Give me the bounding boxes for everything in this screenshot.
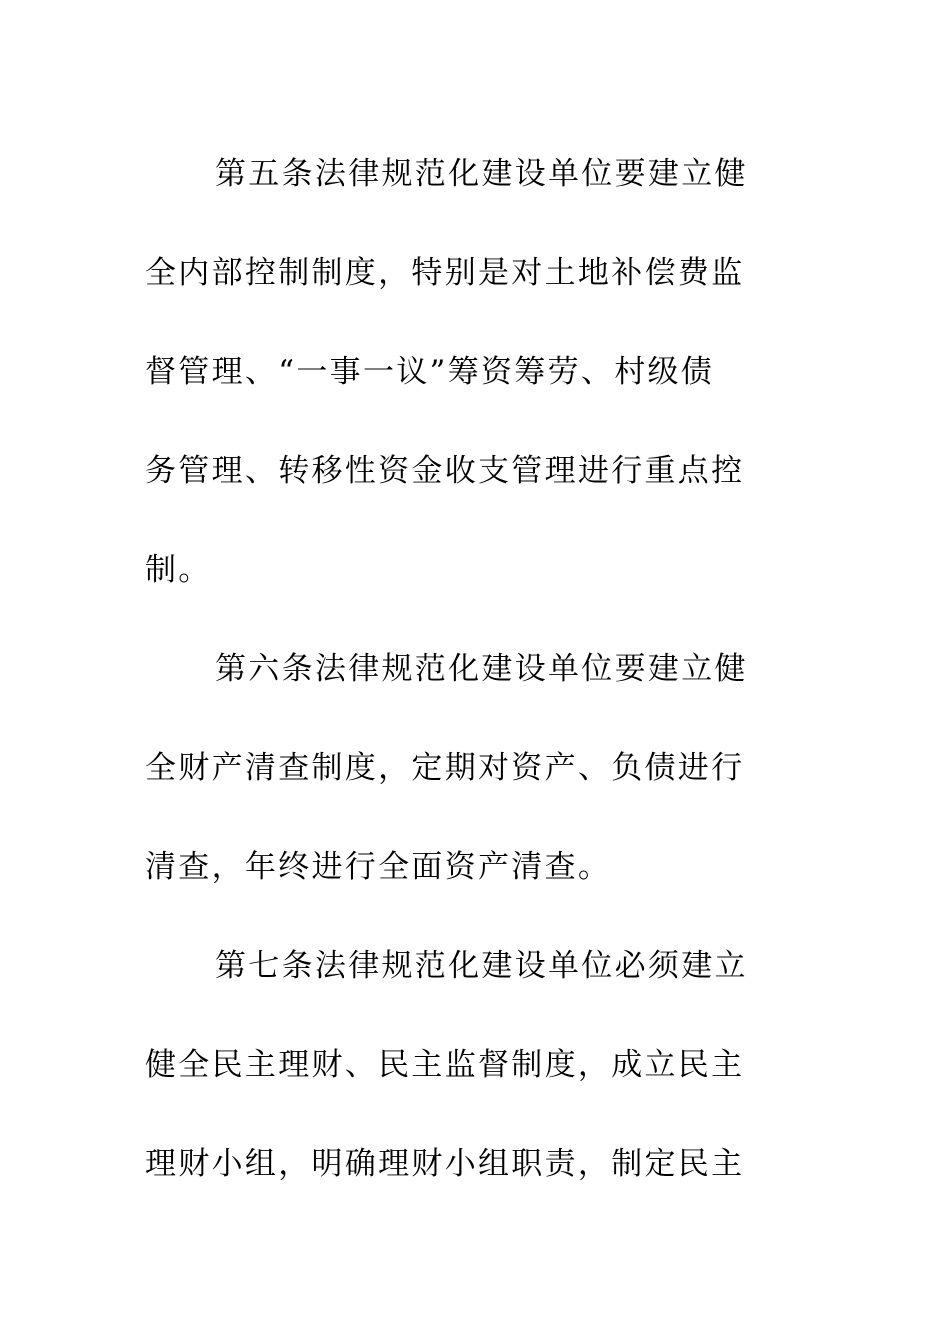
paragraph-article-6 — [145, 620, 780, 917]
paragraph-line: 健全民主理财、民主监督制度，成立民主 — [145, 1047, 745, 1083]
paragraph-line: 第五条法律规范化建设单位要建立健 — [215, 156, 748, 192]
paragraph-line: 督管理、“一事一议”筹资筹劳、村级债 — [145, 354, 715, 390]
paragraph-line: 理财小组，明确理财小组职责，制定民主 — [145, 1146, 745, 1182]
paragraph-line: 第六条法律规范化建设单位要建立健 — [215, 651, 748, 687]
paragraph-article-7 — [145, 917, 780, 1214]
paragraph-article-5 — [145, 125, 780, 620]
paragraph-line: 全内部控制制度，特别是对土地补偿费监 — [145, 255, 745, 291]
paragraph-line: 全财产清查制度，定期对资产、负债进行 — [145, 750, 745, 786]
paragraph-line: 务管理、转移性资金收支管理进行重点控 — [145, 453, 745, 489]
paragraph-line: 清查，年终进行全面资产清查。 — [145, 849, 612, 885]
document-body — [145, 125, 780, 1214]
paragraph-line: 第七条法律规范化建设单位必须建立 — [215, 948, 748, 984]
paragraph-line: 制。 — [145, 552, 212, 588]
